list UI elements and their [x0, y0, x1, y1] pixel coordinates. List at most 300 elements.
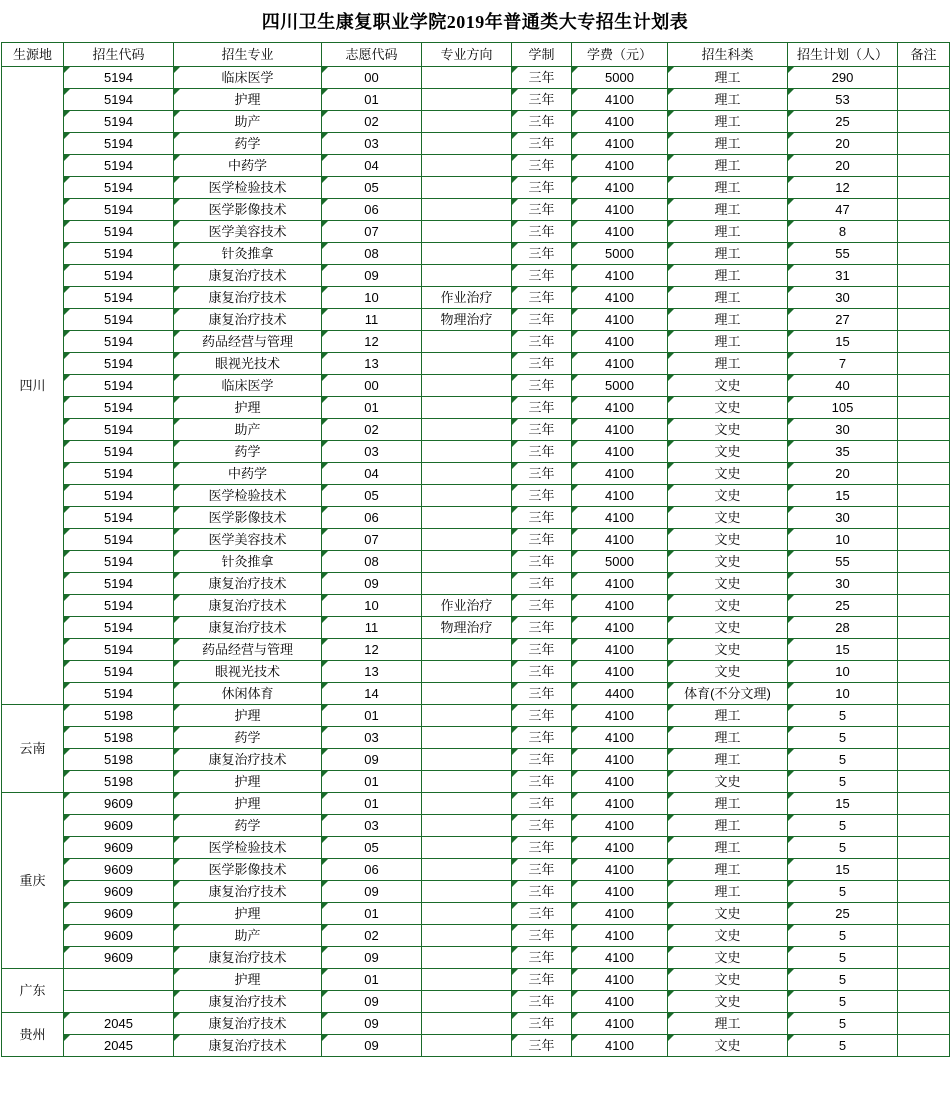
- cell-category: 理工: [668, 705, 788, 727]
- cell-fee: 4100: [572, 265, 668, 287]
- cell-note: [898, 617, 950, 639]
- cell-category: 文史: [668, 991, 788, 1013]
- cell-plan: 15: [788, 331, 898, 353]
- cell-years: 三年: [512, 507, 572, 529]
- cell-category: 理工: [668, 287, 788, 309]
- cell-wish-code: 02: [322, 419, 422, 441]
- cell-code: 2045: [64, 1013, 174, 1035]
- cell-direction: [422, 243, 512, 265]
- cell-years: 三年: [512, 859, 572, 881]
- cell-direction: [422, 419, 512, 441]
- cell-direction: 作业治疗: [422, 287, 512, 309]
- cell-note: [898, 903, 950, 925]
- column-header-code: 招生代码: [64, 43, 174, 67]
- cell-wish-code: 11: [322, 309, 422, 331]
- cell-wish-code: 00: [322, 375, 422, 397]
- cell-note: [898, 793, 950, 815]
- cell-plan: 5: [788, 947, 898, 969]
- cell-major: 护理: [174, 89, 322, 111]
- table-row: [2, 661, 950, 683]
- table-row: [2, 969, 950, 991]
- cell-wish-code: 01: [322, 793, 422, 815]
- cell-major: 药学: [174, 133, 322, 155]
- cell-major: 药学: [174, 441, 322, 463]
- column-header-years: 学制: [512, 43, 572, 67]
- cell-note: [898, 331, 950, 353]
- cell-code: 5194: [64, 89, 174, 111]
- cell-wish-code: 04: [322, 155, 422, 177]
- table-row: [2, 419, 950, 441]
- cell-major: 助产: [174, 111, 322, 133]
- cell-wish-code: 01: [322, 969, 422, 991]
- table-row: [2, 947, 950, 969]
- cell-direction: [422, 397, 512, 419]
- cell-category: 文史: [668, 441, 788, 463]
- cell-wish-code: 10: [322, 287, 422, 309]
- cell-note: [898, 199, 950, 221]
- cell-category: 文史: [668, 1035, 788, 1057]
- cell-major: 助产: [174, 419, 322, 441]
- cell-years: 三年: [512, 397, 572, 419]
- cell-direction: [422, 155, 512, 177]
- cell-fee: 4100: [572, 155, 668, 177]
- table-row: [2, 771, 950, 793]
- cell-fee: 4100: [572, 397, 668, 419]
- cell-years: 三年: [512, 749, 572, 771]
- cell-wish-code: 12: [322, 331, 422, 353]
- cell-fee: 4100: [572, 133, 668, 155]
- cell-code: 5194: [64, 375, 174, 397]
- cell-category: 文史: [668, 397, 788, 419]
- cell-code: 5198: [64, 771, 174, 793]
- cell-code: 5194: [64, 265, 174, 287]
- table-row: [2, 375, 950, 397]
- cell-category: 文史: [668, 771, 788, 793]
- cell-fee: 4100: [572, 1035, 668, 1057]
- cell-note: [898, 969, 950, 991]
- column-header-major: 招生专业: [174, 43, 322, 67]
- cell-major: 康复治疗技术: [174, 991, 322, 1013]
- cell-code: 5194: [64, 353, 174, 375]
- cell-major: 护理: [174, 793, 322, 815]
- cell-code: 5194: [64, 243, 174, 265]
- table-row: [2, 1013, 950, 1035]
- cell-note: [898, 881, 950, 903]
- cell-note: [898, 89, 950, 111]
- cell-major: 医学美容技术: [174, 221, 322, 243]
- cell-note: [898, 243, 950, 265]
- cell-major: 医学美容技术: [174, 529, 322, 551]
- cell-plan: 5: [788, 881, 898, 903]
- cell-code: 5194: [64, 221, 174, 243]
- cell-note: [898, 815, 950, 837]
- cell-fee: 4100: [572, 89, 668, 111]
- cell-category: 理工: [668, 749, 788, 771]
- cell-major: 康复治疗技术: [174, 265, 322, 287]
- cell-major: 药品经营与管理: [174, 331, 322, 353]
- cell-code: 5194: [64, 397, 174, 419]
- cell-code: 5194: [64, 463, 174, 485]
- cell-years: 三年: [512, 881, 572, 903]
- cell-direction: [422, 89, 512, 111]
- cell-code: 5198: [64, 705, 174, 727]
- cell-direction: [422, 529, 512, 551]
- cell-code: 5194: [64, 507, 174, 529]
- cell-wish-code: 13: [322, 353, 422, 375]
- cell-major: 眼视光技术: [174, 661, 322, 683]
- cell-note: [898, 485, 950, 507]
- cell-category: 文史: [668, 419, 788, 441]
- cell-category: 理工: [668, 177, 788, 199]
- cell-category: 理工: [668, 221, 788, 243]
- cell-category: 理工: [668, 155, 788, 177]
- cell-fee: 4100: [572, 771, 668, 793]
- cell-major: 针灸推拿: [174, 243, 322, 265]
- cell-category: 文史: [668, 551, 788, 573]
- cell-direction: [422, 991, 512, 1013]
- cell-region: 云南: [2, 705, 64, 793]
- cell-fee: 4100: [572, 177, 668, 199]
- cell-major: 康复治疗技术: [174, 1013, 322, 1035]
- cell-wish-code: 14: [322, 683, 422, 705]
- cell-plan: 53: [788, 89, 898, 111]
- cell-category: 理工: [668, 859, 788, 881]
- cell-plan: 5: [788, 749, 898, 771]
- cell-note: [898, 639, 950, 661]
- cell-plan: 27: [788, 309, 898, 331]
- cell-category: 理工: [668, 67, 788, 89]
- cell-major: 护理: [174, 969, 322, 991]
- cell-category: 文史: [668, 463, 788, 485]
- cell-fee: 4100: [572, 837, 668, 859]
- cell-category: 理工: [668, 1013, 788, 1035]
- cell-wish-code: 09: [322, 573, 422, 595]
- column-header-wish-code: 志愿代码: [322, 43, 422, 67]
- table-row: [2, 397, 950, 419]
- cell-plan: 12: [788, 177, 898, 199]
- table-row: [2, 595, 950, 617]
- cell-plan: 20: [788, 463, 898, 485]
- cell-major: 康复治疗技术: [174, 947, 322, 969]
- cell-fee: 4100: [572, 925, 668, 947]
- cell-wish-code: 09: [322, 1035, 422, 1057]
- cell-wish-code: 04: [322, 463, 422, 485]
- cell-direction: [422, 881, 512, 903]
- cell-code: 5194: [64, 331, 174, 353]
- cell-years: 三年: [512, 309, 572, 331]
- cell-years: 三年: [512, 353, 572, 375]
- cell-code: 5194: [64, 419, 174, 441]
- cell-major: 医学影像技术: [174, 859, 322, 881]
- cell-note: [898, 947, 950, 969]
- cell-note: [898, 177, 950, 199]
- cell-major: 临床医学: [174, 67, 322, 89]
- cell-major: 医学影像技术: [174, 507, 322, 529]
- table-header: [2, 43, 950, 67]
- table-row: [2, 639, 950, 661]
- cell-wish-code: 05: [322, 177, 422, 199]
- cell-fee: 4100: [572, 749, 668, 771]
- cell-note: [898, 837, 950, 859]
- cell-note: [898, 595, 950, 617]
- cell-wish-code: 11: [322, 617, 422, 639]
- cell-fee: 4100: [572, 199, 668, 221]
- table-row: [2, 67, 950, 89]
- table-row: [2, 551, 950, 573]
- cell-wish-code: 03: [322, 133, 422, 155]
- cell-major: 康复治疗技术: [174, 749, 322, 771]
- cell-direction: [422, 199, 512, 221]
- cell-direction: [422, 793, 512, 815]
- cell-major: 临床医学: [174, 375, 322, 397]
- cell-code: 5194: [64, 529, 174, 551]
- cell-direction: [422, 331, 512, 353]
- cell-plan: 7: [788, 353, 898, 375]
- cell-category: 理工: [668, 353, 788, 375]
- cell-years: 三年: [512, 155, 572, 177]
- cell-fee: 4100: [572, 617, 668, 639]
- cell-plan: 5: [788, 991, 898, 1013]
- cell-direction: [422, 507, 512, 529]
- cell-wish-code: 01: [322, 771, 422, 793]
- cell-region: 重庆: [2, 793, 64, 969]
- cell-years: 三年: [512, 771, 572, 793]
- cell-years: 三年: [512, 617, 572, 639]
- cell-years: 三年: [512, 287, 572, 309]
- cell-code: 5194: [64, 683, 174, 705]
- cell-code: 5194: [64, 661, 174, 683]
- cell-direction: [422, 947, 512, 969]
- cell-note: [898, 265, 950, 287]
- cell-major: 中药学: [174, 463, 322, 485]
- cell-major: 医学检验技术: [174, 485, 322, 507]
- cell-category: 体育(不分文理): [668, 683, 788, 705]
- cell-note: [898, 463, 950, 485]
- cell-direction: [422, 969, 512, 991]
- cell-fee: 4100: [572, 441, 668, 463]
- cell-code: 5194: [64, 177, 174, 199]
- cell-years: 三年: [512, 265, 572, 287]
- cell-note: [898, 353, 950, 375]
- cell-wish-code: 09: [322, 947, 422, 969]
- cell-fee: 4100: [572, 287, 668, 309]
- cell-years: 三年: [512, 485, 572, 507]
- table-row: [2, 727, 950, 749]
- table-row: [2, 463, 950, 485]
- cell-major: 护理: [174, 771, 322, 793]
- cell-wish-code: 06: [322, 859, 422, 881]
- column-header-category: 招生科类: [668, 43, 788, 67]
- cell-note: [898, 111, 950, 133]
- cell-years: 三年: [512, 529, 572, 551]
- table-row: [2, 133, 950, 155]
- cell-fee: 4100: [572, 705, 668, 727]
- cell-plan: 30: [788, 287, 898, 309]
- cell-code: 5194: [64, 111, 174, 133]
- cell-category: 文史: [668, 639, 788, 661]
- cell-direction: [422, 1013, 512, 1035]
- cell-direction: [422, 705, 512, 727]
- cell-major: 康复治疗技术: [174, 617, 322, 639]
- cell-direction: [422, 67, 512, 89]
- table-row: [2, 683, 950, 705]
- table-row: [2, 1035, 950, 1057]
- cell-category: 理工: [668, 111, 788, 133]
- cell-category: 理工: [668, 837, 788, 859]
- cell-code: 5194: [64, 485, 174, 507]
- table-row: [2, 529, 950, 551]
- cell-direction: [422, 837, 512, 859]
- cell-note: [898, 419, 950, 441]
- cell-direction: [422, 485, 512, 507]
- cell-note: [898, 925, 950, 947]
- cell-wish-code: 03: [322, 441, 422, 463]
- table-row: [2, 705, 950, 727]
- table-row: [2, 991, 950, 1013]
- cell-direction: [422, 177, 512, 199]
- cell-major: 药学: [174, 727, 322, 749]
- column-header-plan: 招生计划（人）: [788, 43, 898, 67]
- cell-code: [64, 991, 174, 1013]
- table-row: [2, 221, 950, 243]
- cell-fee: 4100: [572, 859, 668, 881]
- cell-direction: [422, 903, 512, 925]
- table-row: [2, 89, 950, 111]
- cell-plan: 5: [788, 1013, 898, 1035]
- cell-wish-code: 05: [322, 837, 422, 859]
- cell-region: 贵州: [2, 1013, 64, 1057]
- column-header-note: 备注: [898, 43, 950, 67]
- cell-years: 三年: [512, 375, 572, 397]
- cell-code: 5194: [64, 551, 174, 573]
- cell-fee: 4100: [572, 507, 668, 529]
- cell-fee: 4100: [572, 881, 668, 903]
- table-row: [2, 815, 950, 837]
- cell-wish-code: 05: [322, 485, 422, 507]
- cell-code: 9609: [64, 815, 174, 837]
- table-body: [2, 67, 950, 1057]
- table-row: [2, 573, 950, 595]
- cell-fee: 4100: [572, 331, 668, 353]
- cell-fee: 4100: [572, 727, 668, 749]
- cell-major: 针灸推拿: [174, 551, 322, 573]
- cell-major: 药学: [174, 815, 322, 837]
- cell-fee: 4100: [572, 947, 668, 969]
- cell-years: 三年: [512, 595, 572, 617]
- cell-fee: 4100: [572, 639, 668, 661]
- cell-note: [898, 859, 950, 881]
- cell-code: 5194: [64, 67, 174, 89]
- cell-fee: 4100: [572, 793, 668, 815]
- cell-plan: 5: [788, 771, 898, 793]
- cell-plan: 10: [788, 529, 898, 551]
- cell-wish-code: 08: [322, 551, 422, 573]
- cell-note: [898, 771, 950, 793]
- cell-major: 医学检验技术: [174, 837, 322, 859]
- cell-plan: 5: [788, 727, 898, 749]
- cell-plan: 55: [788, 551, 898, 573]
- table-row: [2, 309, 950, 331]
- cell-years: 三年: [512, 67, 572, 89]
- cell-fee: 4100: [572, 419, 668, 441]
- cell-note: [898, 1013, 950, 1035]
- table-row: [2, 199, 950, 221]
- cell-major: 康复治疗技术: [174, 309, 322, 331]
- cell-years: 三年: [512, 441, 572, 463]
- table-row: [2, 617, 950, 639]
- cell-major: 医学影像技术: [174, 199, 322, 221]
- cell-category: 理工: [668, 199, 788, 221]
- cell-fee: 4100: [572, 485, 668, 507]
- cell-note: [898, 155, 950, 177]
- cell-wish-code: 09: [322, 881, 422, 903]
- cell-note: [898, 529, 950, 551]
- cell-note: [898, 507, 950, 529]
- cell-direction: [422, 221, 512, 243]
- cell-plan: 28: [788, 617, 898, 639]
- cell-note: [898, 375, 950, 397]
- cell-code: 2045: [64, 1035, 174, 1057]
- table-row: [2, 859, 950, 881]
- cell-code: 9609: [64, 925, 174, 947]
- cell-plan: 15: [788, 639, 898, 661]
- cell-fee: 4100: [572, 353, 668, 375]
- cell-fee: 4100: [572, 595, 668, 617]
- cell-years: 三年: [512, 903, 572, 925]
- column-header-region: 生源地: [2, 43, 64, 67]
- cell-code: 5194: [64, 617, 174, 639]
- column-header-fee: 学费（元）: [572, 43, 668, 67]
- cell-years: 三年: [512, 1035, 572, 1057]
- cell-category: 文史: [668, 903, 788, 925]
- cell-plan: 5: [788, 925, 898, 947]
- cell-wish-code: 00: [322, 67, 422, 89]
- table-row: [2, 353, 950, 375]
- cell-years: 三年: [512, 243, 572, 265]
- cell-direction: [422, 771, 512, 793]
- cell-years: 三年: [512, 551, 572, 573]
- cell-direction: 物理治疗: [422, 309, 512, 331]
- cell-major: 康复治疗技术: [174, 881, 322, 903]
- cell-plan: 15: [788, 485, 898, 507]
- cell-category: 理工: [668, 881, 788, 903]
- table-row: [2, 177, 950, 199]
- cell-code: 5194: [64, 287, 174, 309]
- cell-wish-code: 13: [322, 661, 422, 683]
- cell-code: 5194: [64, 133, 174, 155]
- cell-fee: 4100: [572, 903, 668, 925]
- cell-years: 三年: [512, 815, 572, 837]
- cell-fee: 4100: [572, 221, 668, 243]
- cell-direction: [422, 265, 512, 287]
- cell-direction: [422, 573, 512, 595]
- cell-plan: 5: [788, 1035, 898, 1057]
- table-row: [2, 903, 950, 925]
- cell-direction: 物理治疗: [422, 617, 512, 639]
- table-row: [2, 507, 950, 529]
- cell-plan: 5: [788, 837, 898, 859]
- cell-fee: 5000: [572, 243, 668, 265]
- cell-code: 5194: [64, 199, 174, 221]
- cell-code: 5194: [64, 155, 174, 177]
- cell-category: 文史: [668, 485, 788, 507]
- cell-wish-code: 07: [322, 221, 422, 243]
- cell-fee: 4100: [572, 815, 668, 837]
- cell-category: 理工: [668, 815, 788, 837]
- table-row: [2, 793, 950, 815]
- cell-note: [898, 705, 950, 727]
- cell-years: 三年: [512, 727, 572, 749]
